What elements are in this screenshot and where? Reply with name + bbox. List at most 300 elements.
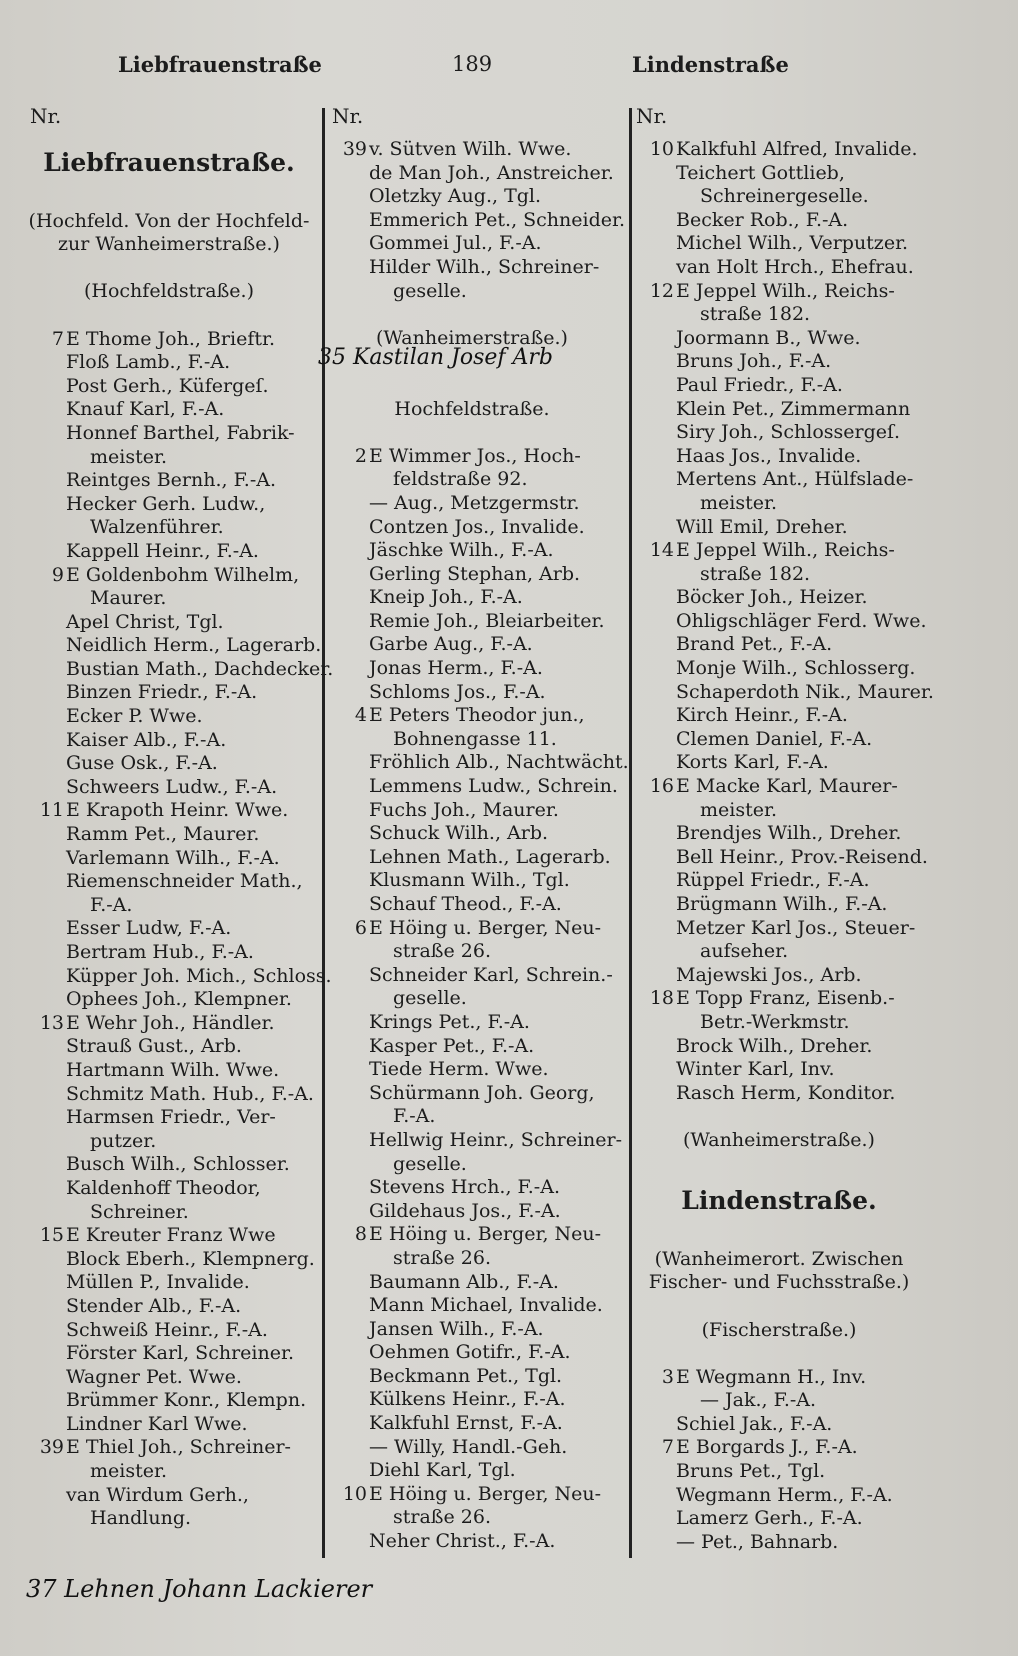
entry-text: Schiel Jak., F.-A. xyxy=(676,1412,833,1435)
blank-line xyxy=(24,186,314,210)
entry-text: Baumann Alb., F.-A. xyxy=(369,1270,559,1293)
resident-entry xyxy=(634,633,924,657)
column-divider-2 xyxy=(629,108,632,1558)
nr-label-col1: Nr. xyxy=(30,104,62,128)
street-title: Liebfrauenstraße. xyxy=(43,148,295,177)
resident-entry xyxy=(24,1083,314,1107)
entry-text: Rasch Herm, Konditor. xyxy=(676,1081,896,1104)
handwritten-note-col2: 35 Kastilan Josef Arb xyxy=(318,345,554,370)
page-number: 189 xyxy=(452,52,493,76)
resident-entry xyxy=(634,232,924,256)
entry-text: E Wimmer Jos., Hoch- xyxy=(369,444,581,467)
resident-entry xyxy=(327,1530,617,1554)
resident-entry xyxy=(24,657,334,682)
entry-text: van Holt Hrch., Ehefrau. xyxy=(676,255,914,278)
resident-entry xyxy=(634,964,924,988)
entry-text: Beckmann Pet., Tgl. xyxy=(369,1364,563,1387)
entry-text: Schweers Ludw., F.-A. xyxy=(66,775,278,798)
entry-text: Korts Karl, F.-A. xyxy=(676,751,829,774)
resident-entry xyxy=(634,609,927,634)
house-number: 14 xyxy=(649,539,674,562)
resident-entry xyxy=(24,375,314,399)
resident-entry xyxy=(24,1295,314,1319)
entry-text: Gommei Jul., F.-A. xyxy=(369,232,542,255)
resident-entry xyxy=(24,799,314,823)
entry-text: de Man Joh., Anstreicher. xyxy=(369,161,614,184)
resident-entry xyxy=(327,1082,617,1106)
house-number: 11 xyxy=(39,799,64,822)
resident-entry xyxy=(634,539,924,563)
resident-entry xyxy=(24,705,314,729)
resident-entry xyxy=(24,634,322,658)
resident-entry xyxy=(24,1319,314,1343)
resident-entry xyxy=(327,1459,617,1483)
resident-entry xyxy=(327,1035,617,1059)
resident-entry xyxy=(634,987,924,1011)
resident-entry xyxy=(24,1248,314,1272)
entry-text: E Jeppel Wilh., Reichs- xyxy=(676,539,895,562)
entry-text: Brendjes Wilh., Dreher. xyxy=(676,822,902,845)
entry-text: Brand Pet., F.-A. xyxy=(676,633,833,656)
street-note: (Wanheimerort. Zwischen xyxy=(654,1247,904,1270)
street-note: Fischer- und Fuchsstraße.) xyxy=(648,1271,910,1294)
entry-text: v. Sütven Wilh. Wwe. xyxy=(369,138,572,160)
resident-entry xyxy=(24,1177,314,1201)
entry-continuation: Maurer. xyxy=(90,587,167,610)
entry-text: Küpper Joh. Mich., Schloss. xyxy=(66,964,332,987)
resident-entry xyxy=(634,1484,924,1508)
entry-text: Emmerich Pet., Schneider. xyxy=(369,208,626,231)
entry-text: Lamerz Gerh., F.-A. xyxy=(676,1507,863,1530)
resident-entry xyxy=(327,1223,617,1247)
resident-entry xyxy=(634,445,924,469)
entry-text: E Thome Joh., Brieftr. xyxy=(66,327,276,350)
entry-continuation: meister. xyxy=(90,1460,168,1483)
entry-text: Brümmer Konr., Klempn. xyxy=(66,1389,307,1412)
entry-text: Teichert Gottlieb, xyxy=(676,161,845,184)
entry-text: E Peters Theodor jun., xyxy=(369,704,585,727)
resident-entry xyxy=(327,964,617,988)
resident-entry xyxy=(24,1106,314,1130)
house-number: 12 xyxy=(649,279,674,302)
entry-text: Schneider Karl, Schrein.- xyxy=(369,963,613,986)
blank-line xyxy=(634,1342,924,1366)
resident-entry xyxy=(327,1058,617,1082)
entry-continuation: geselle. xyxy=(393,279,467,302)
entry-text: E Höing u. Berger, Neu- xyxy=(369,1482,602,1505)
resident-entry xyxy=(24,752,314,776)
resident-entry xyxy=(327,775,617,799)
entry-text: Bustian Math., Dachdecker. xyxy=(66,657,334,680)
entry-text: E Jeppel Wilh., Reichs- xyxy=(676,279,895,302)
entry-text: Esser Ludw, F.-A. xyxy=(66,917,232,940)
resident-entry xyxy=(634,350,924,374)
entry-text: Schweiß Heinr., F.-A. xyxy=(66,1318,268,1341)
resident-entry xyxy=(634,917,924,941)
entry-text: Binzen Friedr., F.-A. xyxy=(66,681,258,704)
resident-entry xyxy=(634,893,924,917)
entry-text: Stevens Hrch., F.-A. xyxy=(369,1176,560,1199)
entry-text: Tiede Herm. Wwe. xyxy=(369,1058,549,1081)
handwritten-note-bottom: 37 Lehnen Johann Lackierer xyxy=(26,1575,373,1603)
entry-continuation: straße 182. xyxy=(700,303,811,326)
entry-text: Harmsen Friedr., Ver- xyxy=(66,1106,276,1129)
entry-continuation: Schreiner. xyxy=(90,1200,189,1223)
entry-text: van Wirdum Gerh., xyxy=(66,1483,249,1506)
house-number: 7 xyxy=(51,327,64,350)
entry-text: Müllen P., Invalide. xyxy=(66,1271,250,1294)
resident-entry xyxy=(327,681,617,705)
entry-continuation: straße 26. xyxy=(393,1506,491,1529)
entry-text: Schuck Wilh., Arb. xyxy=(369,822,549,845)
column-divider-1 xyxy=(322,108,325,1558)
entry-text: Diehl Karl, Tgl. xyxy=(369,1459,516,1482)
resident-entry xyxy=(24,1059,314,1083)
street-note: Hochfeldstraße. xyxy=(394,397,550,420)
entry-continuation: putzer. xyxy=(90,1129,157,1152)
blank-line xyxy=(634,1295,924,1319)
entry-text: Külkens Heinr., F.-A. xyxy=(369,1388,566,1411)
resident-entry xyxy=(24,1153,314,1177)
street-note: (Wanheimerstraße.) xyxy=(683,1128,875,1151)
resident-entry xyxy=(327,162,617,186)
entry-continuation: feldstraße 92. xyxy=(393,468,528,491)
resident-entry xyxy=(327,1200,617,1224)
resident-entry xyxy=(634,1460,924,1484)
resident-entry xyxy=(634,209,924,233)
resident-entry xyxy=(634,1058,924,1082)
street-note: (Hochfeld. Von der Hochfeld- xyxy=(28,209,310,232)
entry-continuation: Handlung. xyxy=(90,1507,192,1530)
resident-entry xyxy=(24,1484,314,1508)
entry-text: E Borgards J., F.-A. xyxy=(676,1436,858,1459)
entry-text: — Pet., Bahnarb. xyxy=(676,1530,839,1553)
entry-text: E Topp Franz, Eisenb.- xyxy=(676,987,895,1010)
house-number: 15 xyxy=(39,1224,64,1247)
blank-line xyxy=(24,257,314,281)
entry-continuation: aufseher. xyxy=(700,940,789,963)
resident-entry xyxy=(24,1342,314,1366)
entry-text: Jonas Herm., F.-A. xyxy=(369,657,543,680)
entry-text: Oehmen Gotifr., F.-A. xyxy=(369,1341,571,1364)
entry-text: — Aug., Metzgermstr. xyxy=(369,491,580,514)
resident-entry xyxy=(634,1507,924,1531)
resident-entry xyxy=(634,516,924,540)
entry-continuation: meister. xyxy=(700,798,778,821)
resident-entry xyxy=(24,564,314,588)
entry-text: Garbe Aug., F.-A. xyxy=(369,633,533,656)
resident-entry xyxy=(634,398,924,422)
resident-entry xyxy=(634,728,924,752)
blank-line xyxy=(327,421,617,445)
resident-entry xyxy=(634,1082,924,1106)
resident-entry xyxy=(634,138,924,162)
header-right-street: Lindenstraße xyxy=(632,52,789,77)
entry-text: Majewski Jos., Arb. xyxy=(676,963,862,986)
entry-text: Lehnen Math., Lagerarb. xyxy=(369,845,611,868)
entry-text: Hellwig Heinr., Schreiner- xyxy=(369,1128,623,1151)
entry-text: Fuchs Joh., Maurer. xyxy=(369,798,559,821)
resident-entry xyxy=(327,846,617,870)
resident-entry xyxy=(327,1271,617,1295)
entry-text: Wagner Pet. Wwe. xyxy=(66,1365,242,1388)
resident-entry xyxy=(24,1012,314,1036)
resident-entry xyxy=(24,1271,314,1295)
entry-text: Jansen Wilh., F.-A. xyxy=(369,1317,544,1340)
resident-entry xyxy=(634,822,924,846)
resident-entry xyxy=(327,492,617,516)
resident-entry xyxy=(24,611,314,635)
entry-text: E Thiel Joh., Schreiner- xyxy=(66,1436,291,1459)
entry-text: Brügmann Wilh., F.-A. xyxy=(676,893,888,915)
resident-entry xyxy=(327,539,617,563)
entry-text: Haas Jos., Invalide. xyxy=(676,444,862,467)
entry-continuation: — Jak., F.-A. xyxy=(700,1389,817,1412)
entry-text: Schaperdoth Nik., Maurer. xyxy=(676,680,934,703)
resident-entry xyxy=(24,823,314,847)
entry-text: E Höing u. Berger, Neu- xyxy=(369,916,602,939)
entry-text: Krings Pet., F.-A. xyxy=(369,1010,530,1033)
entry-text: Michel Wilh., Verputzer. xyxy=(676,232,909,255)
entry-continuation: Bohnengasse 11. xyxy=(393,727,557,750)
resident-entry xyxy=(634,1366,924,1390)
entry-text: Honnef Barthel, Fabrik- xyxy=(66,421,295,444)
entry-text: E Wehr Joh., Händler. xyxy=(66,1011,275,1034)
house-number: 7 xyxy=(661,1436,674,1459)
blank-line xyxy=(634,1224,924,1248)
house-number: 6 xyxy=(354,916,367,939)
resident-entry xyxy=(327,208,626,233)
entry-text: Ohligschläger Ferd. Wwe. xyxy=(676,609,927,632)
entry-text: Gildehaus Jos., F.-A. xyxy=(369,1199,561,1222)
entry-text: Schmitz Math. Hub., F.-A. xyxy=(66,1082,314,1105)
resident-entry xyxy=(327,1341,617,1365)
entry-text: Kappell Heinr., F.-A. xyxy=(66,539,259,562)
resident-entry xyxy=(24,469,314,493)
resident-entry xyxy=(634,1413,924,1437)
entry-text: Siry Joh., Schlossergeſ. xyxy=(676,421,901,444)
entry-continuation: geselle. xyxy=(393,987,467,1010)
resident-entry xyxy=(327,1365,617,1389)
resident-entry xyxy=(634,256,924,280)
house-number: 13 xyxy=(39,1011,64,1034)
resident-entry xyxy=(24,398,314,422)
resident-entry xyxy=(327,799,617,823)
resident-entry xyxy=(327,445,617,469)
resident-entry xyxy=(327,633,617,657)
entry-text: Floß Lamb., F.-A. xyxy=(66,351,231,374)
resident-entry xyxy=(327,822,617,846)
resident-entry xyxy=(634,421,924,445)
entry-text: Neidlich Herm., Lagerarb. xyxy=(66,634,322,657)
entry-text: Contzen Jos., Invalide. xyxy=(369,515,585,538)
street-note: (Hochfeldstraße.) xyxy=(84,280,254,303)
resident-entry xyxy=(327,1294,617,1318)
resident-entry xyxy=(327,1388,617,1412)
entry-text: Clemen Daniel, F.-A. xyxy=(676,727,873,750)
column-1 xyxy=(24,138,334,1531)
resident-entry xyxy=(24,776,314,800)
resident-entry xyxy=(327,869,617,893)
entry-text: Stender Alb., F.-A. xyxy=(66,1294,242,1317)
entry-text: Will Emil, Dreher. xyxy=(676,515,848,538)
entry-text: Block Eberh., Klempnerg. xyxy=(66,1247,315,1270)
resident-entry xyxy=(24,941,314,965)
entry-text: Lindner Karl Wwe. xyxy=(66,1412,248,1435)
entry-text: Hilder Wilh., Schreiner- xyxy=(369,255,600,278)
resident-entry xyxy=(327,610,617,634)
entry-continuation: F.-A. xyxy=(393,1105,436,1128)
house-number: 16 xyxy=(649,775,674,798)
resident-entry xyxy=(634,1436,924,1460)
resident-entry xyxy=(24,847,314,871)
resident-entry xyxy=(24,870,314,894)
resident-entry xyxy=(24,988,314,1012)
resident-entry xyxy=(24,1389,314,1413)
entry-text: Bertram Hub., F.-A. xyxy=(66,941,254,963)
resident-entry xyxy=(327,256,617,280)
entry-text: Bruns Pet., Tgl. xyxy=(676,1460,826,1483)
resident-entry xyxy=(24,729,314,753)
entry-text: Wegmann Herm., F.-A. xyxy=(676,1483,893,1506)
resident-entry xyxy=(327,138,617,162)
resident-entry xyxy=(327,516,617,540)
entry-continuation: geselle. xyxy=(393,1152,467,1175)
resident-entry xyxy=(634,1035,924,1059)
entry-text: Riemenschneider Math., xyxy=(66,870,303,893)
resident-entry xyxy=(327,1176,617,1200)
resident-entry xyxy=(327,185,617,209)
resident-entry xyxy=(634,845,928,870)
entry-text: E Goldenbohm Wilhelm, xyxy=(66,563,300,586)
entry-continuation: meister. xyxy=(700,491,778,514)
entry-text: Remie Joh., Bleiarbeiter. xyxy=(369,609,605,632)
entry-text: Kalkfuhl Alfred, Invalide. xyxy=(676,138,918,160)
resident-entry xyxy=(327,586,617,610)
entry-text: Kalkfuhl Ernst, F.-A. xyxy=(369,1412,563,1435)
entry-continuation: meister. xyxy=(90,445,168,468)
resident-entry xyxy=(24,422,314,446)
resident-entry xyxy=(327,1128,623,1153)
entry-continuation: straße 182. xyxy=(700,562,811,585)
resident-entry xyxy=(24,493,314,517)
resident-entry xyxy=(634,1531,924,1555)
entry-text: Kaiser Alb., F.-A. xyxy=(66,728,227,751)
entry-text: Oletzky Aug., Tgl. xyxy=(369,185,542,208)
resident-entry xyxy=(634,162,924,186)
resident-entry xyxy=(24,1224,314,1248)
resident-entry xyxy=(634,680,934,705)
entry-text: E Krapoth Heinr. Wwe. xyxy=(66,799,289,822)
street-note: zur Wanheimerstraße.) xyxy=(58,233,280,256)
entry-text: Winter Karl, Inv. xyxy=(676,1058,835,1081)
entry-text: Gerling Stephan, Arb. xyxy=(369,562,581,585)
resident-entry xyxy=(327,232,617,256)
resident-entry xyxy=(24,1366,314,1390)
house-number: 10 xyxy=(649,138,674,160)
entry-continuation: F.-A. xyxy=(90,893,133,916)
blank-line xyxy=(327,374,617,398)
resident-entry xyxy=(634,775,924,799)
resident-entry xyxy=(634,751,924,775)
entry-continuation: Schreinergeselle. xyxy=(700,185,869,208)
house-number: 39 xyxy=(342,138,367,160)
entry-text: Strauß Gust., Arb. xyxy=(66,1035,242,1058)
street-title: Lindenstraße. xyxy=(681,1186,877,1216)
entry-text: Kirch Heinr., F.-A. xyxy=(676,704,848,727)
entry-text: E Wegmann H., Inv. xyxy=(676,1365,867,1388)
entry-text: Post Gerh., Küfergeſ. xyxy=(66,374,269,397)
entry-text: Busch Wilh., Schlosser. xyxy=(66,1153,290,1176)
entry-text: Schürmann Joh. Georg, xyxy=(369,1081,595,1104)
entry-text: Rüppel Friedr., F.-A. xyxy=(676,869,870,892)
header-left-street: Liebfrauenstraße xyxy=(118,52,322,77)
entry-continuation: straße 26. xyxy=(393,940,491,963)
entry-continuation: Walzenführer. xyxy=(90,516,224,539)
entry-text: E Kreuter Franz Wwe xyxy=(66,1224,276,1247)
entry-text: Lemmens Ludw., Schrein. xyxy=(369,775,618,798)
entry-text: Monje Wilh., Schlosserg. xyxy=(676,657,916,680)
entry-text: Bruns Joh., F.-A. xyxy=(676,350,832,373)
resident-entry xyxy=(24,540,314,564)
resident-entry xyxy=(327,1318,617,1342)
entry-text: Schauf Theod., F.-A. xyxy=(369,893,562,915)
column-3 xyxy=(634,138,934,1554)
resident-entry xyxy=(327,1412,617,1436)
entry-text: Ramm Pet., Maurer. xyxy=(66,823,260,846)
house-number: 3 xyxy=(661,1365,674,1388)
entry-text: Förster Karl, Schreiner. xyxy=(66,1342,294,1365)
blank-line xyxy=(634,1105,924,1129)
resident-entry xyxy=(24,1413,314,1437)
resident-entry xyxy=(327,1436,617,1460)
entry-text: — Willy, Handl.-Geh. xyxy=(369,1435,568,1458)
entry-text: Apel Christ, Tgl. xyxy=(66,610,224,633)
entry-text: Metzer Karl Jos., Steuer- xyxy=(676,916,916,939)
resident-entry xyxy=(24,1035,314,1059)
entry-continuation: straße 26. xyxy=(393,1246,491,1269)
nr-label-col2: Nr. xyxy=(332,104,364,128)
nr-label-col3: Nr. xyxy=(636,104,668,128)
resident-entry xyxy=(634,374,924,398)
resident-entry xyxy=(634,657,924,681)
entry-text: Kasper Pet., F.-A. xyxy=(369,1034,535,1057)
entry-text: Schloms Jos., F.-A. xyxy=(369,680,546,703)
entry-text: Joormann B., Wwe. xyxy=(676,326,861,349)
resident-entry xyxy=(634,869,924,893)
blank-line xyxy=(24,304,314,328)
house-number: 39 xyxy=(39,1436,64,1459)
entry-text: Mann Michael, Invalide. xyxy=(369,1294,603,1317)
resident-entry xyxy=(327,1483,617,1507)
entry-text: E Höing u. Berger, Neu- xyxy=(369,1223,602,1246)
entry-text: Böcker Joh., Heizer. xyxy=(676,586,868,609)
house-number: 18 xyxy=(649,987,674,1010)
entry-text: Hartmann Wilh. Wwe. xyxy=(66,1058,280,1081)
entry-text: Varlemann Wilh., F.-A. xyxy=(66,846,280,869)
resident-entry xyxy=(24,964,332,989)
entry-text: Jäschke Wilh., F.-A. xyxy=(369,539,554,562)
resident-entry xyxy=(634,468,924,492)
entry-text: Neher Christ., F.-A. xyxy=(369,1530,556,1553)
resident-entry xyxy=(327,704,617,728)
entry-text: Klusmann Wilh., Tgl. xyxy=(369,869,570,892)
entry-text: Ecker P. Wwe. xyxy=(66,705,203,728)
resident-entry xyxy=(24,681,314,705)
resident-entry xyxy=(634,586,924,610)
entry-text: Paul Friedr., F.-A. xyxy=(676,373,843,396)
resident-entry xyxy=(634,327,924,351)
